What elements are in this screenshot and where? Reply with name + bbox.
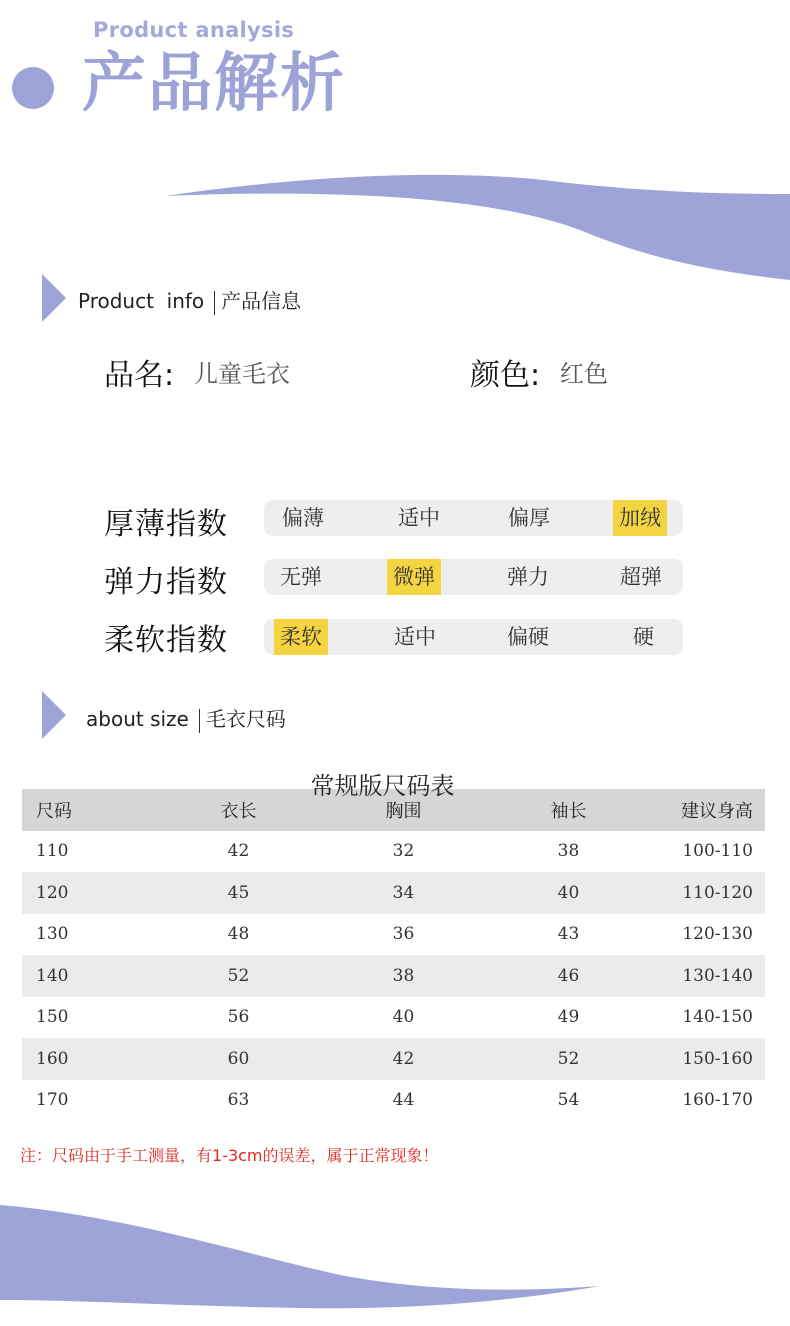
index-option: 偏硬	[507, 625, 549, 649]
index-option: 偏薄	[282, 506, 324, 530]
table-row	[22, 997, 765, 1039]
table-row	[22, 831, 765, 873]
index-label-thickness: 厚薄指数	[104, 507, 228, 542]
index-option: 偏厚	[508, 506, 550, 530]
size-table-title: 常规版尺码表	[310, 772, 455, 800]
table-row	[22, 872, 765, 914]
index-option: 弹力	[507, 565, 549, 589]
table-row	[22, 1080, 765, 1122]
color-value: 红色	[560, 360, 608, 388]
name-label: 品名:	[104, 358, 175, 393]
color-label: 颜色:	[470, 358, 541, 393]
table-cell: 120-130	[682, 924, 753, 945]
index-bar-softness	[264, 619, 683, 655]
index-option: 适中	[398, 506, 440, 530]
table-cell: 63	[227, 1090, 250, 1111]
index-bar-thickness	[264, 500, 683, 536]
table-cell: 160-170	[682, 1090, 753, 1111]
section-marker-icon	[42, 274, 66, 322]
table-cell: 120	[22, 872, 156, 914]
table-cell: 60	[156, 1038, 321, 1080]
table-cell: 140	[22, 955, 156, 997]
table-cell: 54	[557, 1090, 580, 1111]
product-info-heading	[78, 285, 301, 315]
table-cell: 40	[392, 1007, 415, 1028]
measurement-note: 注：尺码由于手工测量，有1-3cm的误差，属于正常现象！	[20, 1146, 439, 1165]
table-cell: 130-140	[651, 955, 765, 997]
size-heading-zh: 毛衣尺码	[205, 707, 286, 731]
size-heading-en: about size	[86, 707, 189, 731]
table-cell: 36	[392, 924, 415, 945]
table-cell: 42	[227, 841, 250, 862]
header-subtitle: Product analysis	[93, 18, 295, 42]
header-dot	[12, 67, 54, 109]
index-option: 适中	[394, 625, 436, 649]
index-label-elasticity: 弹力指数	[104, 565, 228, 600]
index-option: 超弹	[620, 565, 662, 589]
column-header: 胸围	[321, 789, 486, 831]
table-cell: 130	[36, 924, 69, 945]
heading-divider	[199, 709, 200, 733]
table-cell: 110	[36, 841, 69, 862]
table-cell: 48	[227, 924, 250, 945]
index-option-selected: 加绒	[613, 500, 667, 536]
name-value: 儿童毛衣	[194, 360, 290, 388]
product-info-heading-en: Product info	[78, 289, 205, 313]
table-cell: 45	[156, 872, 321, 914]
table-cell: 38	[557, 841, 580, 862]
table-cell: 110-120	[651, 872, 765, 914]
table-cell: 42	[321, 1038, 486, 1080]
table-cell: 43	[557, 924, 580, 945]
table-cell: 160	[22, 1038, 156, 1080]
table-cell: 38	[321, 955, 486, 997]
index-option-selected: 微弹	[387, 559, 441, 595]
column-header: 袖长	[486, 789, 651, 831]
table-cell: 150	[36, 1007, 69, 1028]
heading-divider	[214, 291, 215, 315]
index-option: 无弹	[280, 565, 322, 589]
table-cell: 100-110	[682, 841, 753, 862]
column-header: 建议身高	[651, 789, 765, 831]
index-bar-elasticity	[264, 559, 683, 595]
table-cell: 32	[392, 841, 415, 862]
table-cell: 34	[321, 872, 486, 914]
column-header: 尺码	[22, 789, 156, 831]
table-cell: 52	[156, 955, 321, 997]
page-title: 产品解析	[82, 47, 346, 121]
table-cell: 56	[227, 1007, 250, 1028]
size-section-heading	[86, 703, 286, 733]
index-option-selected: 柔软	[274, 619, 328, 655]
table-cell: 44	[392, 1090, 415, 1111]
table-cell: 40	[486, 872, 651, 914]
product-info-heading-zh: 产品信息	[221, 289, 302, 313]
table-row	[22, 955, 765, 997]
table-cell: 46	[486, 955, 651, 997]
index-label-softness: 柔软指数	[104, 623, 228, 658]
table-cell: 170	[36, 1090, 69, 1111]
table-cell: 49	[557, 1007, 580, 1028]
index-option: 硬	[633, 625, 654, 649]
table-cell: 140-150	[682, 1007, 753, 1028]
table-row	[22, 914, 765, 956]
table-cell: 52	[486, 1038, 651, 1080]
column-header: 衣长	[156, 789, 321, 831]
table-cell: 150-160	[651, 1038, 765, 1080]
size-table	[22, 789, 765, 1121]
table-row	[22, 1038, 765, 1080]
section-marker-icon	[42, 691, 66, 739]
